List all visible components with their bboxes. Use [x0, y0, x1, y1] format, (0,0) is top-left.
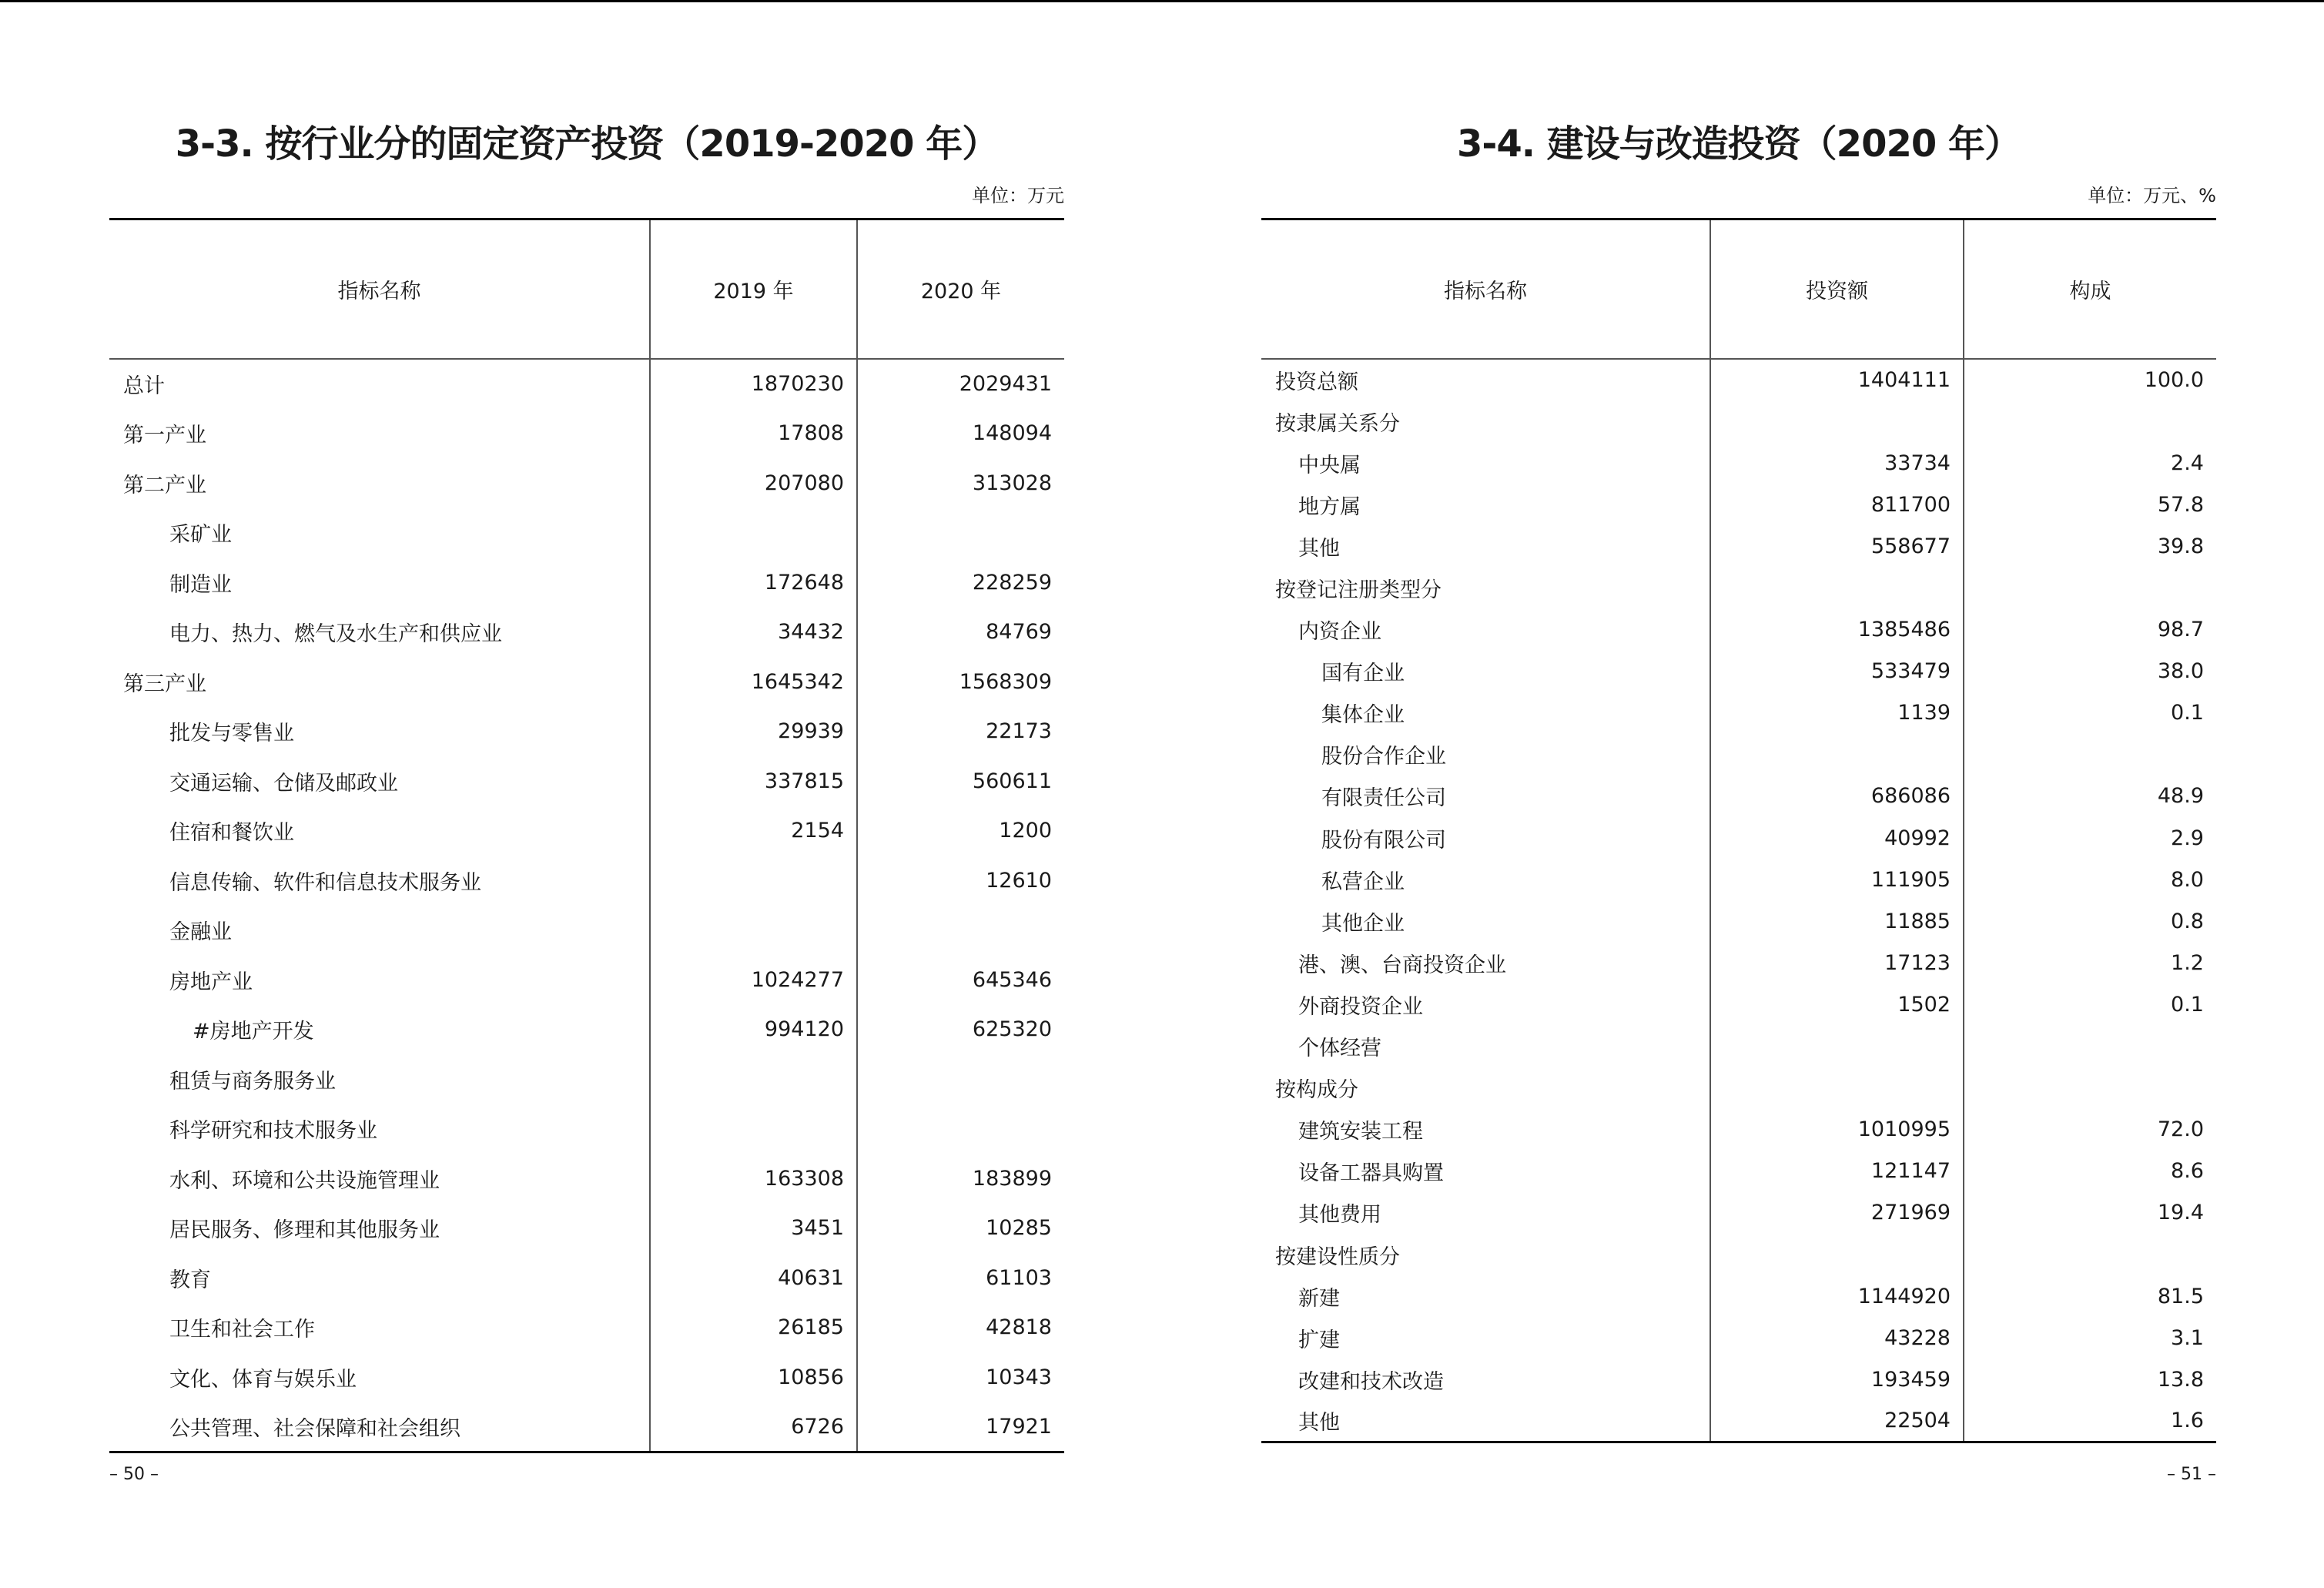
unit-label: 单位：万元: [972, 185, 1064, 206]
row-value-2: 10285: [857, 1204, 1064, 1254]
row-value-1: 1385486: [1710, 609, 1964, 651]
row-value-1: 11885: [1710, 900, 1964, 942]
table-row: [109, 856, 1064, 906]
row-value-2: 0.1: [1964, 983, 2216, 1025]
row-value-2: [1964, 734, 2216, 776]
row-value-2: [1964, 1234, 2216, 1275]
table-row: [1261, 1317, 2216, 1359]
row-value-1: [1710, 567, 1964, 608]
row-value-1: [1710, 1026, 1964, 1067]
table-row: [1261, 942, 2216, 983]
row-value-1: 686086: [1710, 776, 1964, 817]
row-label: 教育: [169, 1268, 211, 1292]
row-value-2: 2.4: [1964, 442, 2216, 484]
row-label: 外商投资企业: [1298, 994, 1423, 1019]
table-row: [109, 608, 1064, 658]
table-row: [1261, 734, 2216, 776]
row-value-1: 172648: [650, 558, 857, 608]
row-value-2: 8.0: [1964, 859, 2216, 900]
row-value-2: 57.8: [1964, 484, 2216, 525]
table-row: [109, 1054, 1064, 1104]
top-border-line: [0, 0, 2324, 2]
row-label: 投资总额: [1275, 370, 1358, 395]
table-row: [1261, 1359, 2216, 1400]
row-value-2: 38.0: [1964, 651, 2216, 692]
row-value-1: 26185: [650, 1303, 857, 1353]
row-value-2: 61103: [857, 1253, 1064, 1303]
row-value-2: 12610: [857, 856, 1064, 906]
table-header-row: [1261, 219, 2216, 360]
table-row: [109, 906, 1064, 956]
row-label: 新建: [1298, 1286, 1340, 1311]
row-value-2: 2029431: [857, 359, 1064, 409]
row-value-2: 313028: [857, 458, 1064, 508]
row-value-2: 1200: [857, 806, 1064, 856]
row-label: 建筑安装工程: [1298, 1120, 1423, 1144]
table-row: [1261, 900, 2216, 942]
row-label: 股份合作企业: [1321, 745, 1446, 769]
row-value-2: 8.6: [1964, 1151, 2216, 1192]
row-value-1: 40992: [1710, 817, 1964, 859]
row-label: 其他企业: [1321, 911, 1405, 936]
table-row: [1261, 609, 2216, 651]
table-row: [109, 1204, 1064, 1254]
row-value-2: [857, 508, 1064, 558]
row-value-1: 1502: [1710, 983, 1964, 1025]
row-value-1: 207080: [650, 458, 857, 508]
row-label: 扩建: [1298, 1328, 1340, 1352]
row-value-2: 0.8: [1964, 900, 2216, 942]
row-value-1: 40631: [650, 1253, 857, 1303]
row-label: 内资企业: [1298, 620, 1381, 645]
table-row: [1261, 1026, 2216, 1067]
table-row: [109, 1402, 1064, 1452]
row-label: 房地产业: [169, 970, 253, 994]
row-value-2: 19.4: [1964, 1192, 2216, 1234]
row-value-1: [650, 906, 857, 956]
row-value-2: 148094: [857, 409, 1064, 459]
row-value-2: 84769: [857, 608, 1064, 658]
row-value-2: 1.6: [1964, 1400, 2216, 1442]
row-label: 按隶属关系分: [1275, 411, 1400, 436]
row-value-1: [1710, 1234, 1964, 1275]
row-value-1: 17808: [650, 409, 857, 459]
table-row: [1261, 1234, 2216, 1275]
row-value-1: 29939: [650, 707, 857, 757]
row-label: 制造业: [169, 572, 232, 597]
row-label: 其他费用: [1298, 1203, 1381, 1228]
row-value-2: 2.9: [1964, 817, 2216, 859]
row-label: 第一产业: [123, 424, 206, 448]
row-label: 交通运输、仓储及邮政业: [169, 771, 398, 796]
table-row: [1261, 1192, 2216, 1234]
row-value-1: [1710, 1067, 1964, 1109]
row-label: 港、澳、台商投资企业: [1298, 953, 1506, 977]
row-value-1: [650, 1054, 857, 1104]
table-row: [1261, 400, 2216, 442]
page-number: – 51 –: [2167, 1465, 2216, 1484]
row-label: 国有企业: [1321, 662, 1405, 686]
table-row: [1261, 359, 2216, 400]
table-row: [109, 756, 1064, 806]
row-value-2: 645346: [857, 955, 1064, 1005]
table-row: [1261, 1400, 2216, 1442]
table-row: [1261, 1109, 2216, 1151]
row-value-1: 10856: [650, 1352, 857, 1402]
row-label: 科学研究和技术服务业: [169, 1119, 377, 1144]
table-row: [1261, 651, 2216, 692]
row-value-2: 625320: [857, 1005, 1064, 1055]
page-title: 3-4. 建设与改造投资（2020 年）: [1457, 122, 2021, 166]
row-label: 集体企业: [1321, 703, 1405, 728]
row-label: 地方属: [1298, 494, 1361, 519]
row-value-1: 2154: [650, 806, 857, 856]
table-row: [1261, 442, 2216, 484]
table-row: [109, 1154, 1064, 1204]
row-value-1: 1139: [1710, 692, 1964, 734]
table-row: [109, 409, 1064, 459]
row-value-1: 1870230: [650, 359, 857, 409]
header-indicator-name: 指标名称: [1261, 219, 1710, 360]
row-value-1: 337815: [650, 756, 857, 806]
unit-label: 单位：万元、%: [2088, 185, 2216, 206]
row-value-2: 98.7: [1964, 609, 2216, 651]
row-label: 公共管理、社会保障和社会组织: [109, 1402, 650, 1452]
row-value-1: 34432: [650, 608, 857, 658]
header-2019: 2019 年: [650, 219, 857, 360]
table-row: [109, 1104, 1064, 1154]
table-row: [109, 1005, 1064, 1055]
row-value-2: 100.0: [1964, 359, 2216, 400]
row-value-1: 811700: [1710, 484, 1964, 525]
row-label: 中央属: [1298, 453, 1361, 477]
row-value-1: 17123: [1710, 942, 1964, 983]
row-label: 第三产业: [123, 672, 206, 696]
table-row: [109, 955, 1064, 1005]
table-row: [1261, 692, 2216, 734]
header-2020: 2020 年: [857, 219, 1064, 360]
table-row: [109, 458, 1064, 508]
row-label: 私营企业: [1321, 869, 1405, 894]
row-value-2: [857, 906, 1064, 956]
table-header-row: [109, 219, 1064, 360]
row-value-2: 183899: [857, 1154, 1064, 1204]
table-row: [109, 1303, 1064, 1353]
row-value-1: 43228: [1710, 1317, 1964, 1359]
row-value-2: 0.1: [1964, 692, 2216, 734]
table-row: [1261, 1275, 2216, 1317]
row-value-2: [857, 1104, 1064, 1154]
table-row: [1261, 983, 2216, 1025]
row-value-1: 1404111: [1710, 359, 1964, 400]
row-value-1: 33734: [1710, 442, 1964, 484]
row-value-2: 22173: [857, 707, 1064, 757]
table-row: [1261, 567, 2216, 608]
row-value-2: [1964, 1026, 2216, 1067]
row-label: 按构成分: [1275, 1078, 1358, 1103]
row-value-1: [650, 508, 857, 558]
row-value-1: [1710, 734, 1964, 776]
row-value-1: 22504: [1710, 1400, 1964, 1442]
row-value-2: 48.9: [1964, 776, 2216, 817]
row-label: 采矿业: [169, 523, 232, 548]
table-row: [1261, 484, 2216, 525]
row-label: 总计: [123, 374, 165, 399]
header-investment-amount: 投资额: [1710, 219, 1964, 360]
table-row: [1261, 1067, 2216, 1109]
row-label: 按建设性质分: [1275, 1245, 1400, 1269]
row-value-1: 1144920: [1710, 1275, 1964, 1317]
table-row: [109, 707, 1064, 757]
table-row: [109, 359, 1064, 409]
row-label: 其他: [1298, 536, 1340, 561]
row-value-1: 121147: [1710, 1151, 1964, 1192]
table-row: [1261, 817, 2216, 859]
row-label: 个体经营: [1298, 1037, 1381, 1061]
row-label: 水利、环境和公共设施管理业: [169, 1168, 440, 1193]
row-value-2: 560611: [857, 756, 1064, 806]
table-row: [1261, 859, 2216, 900]
row-value-2: 72.0: [1964, 1109, 2216, 1151]
construction-investment-table: [1261, 218, 2216, 1443]
row-label: 股份有限公司: [1321, 828, 1446, 853]
row-value-1: 163308: [650, 1154, 857, 1204]
row-value-1: [650, 1104, 857, 1154]
row-label: 按登记注册类型分: [1275, 578, 1442, 603]
table-row: [109, 1352, 1064, 1402]
row-value-1: [650, 856, 857, 906]
row-label: 有限责任公司: [1321, 786, 1446, 811]
industry-investment-table: [109, 218, 1064, 1453]
row-label: 第二产业: [123, 473, 206, 498]
row-label: 住宿和餐饮业: [169, 821, 294, 846]
row-value-1: 271969: [1710, 1192, 1964, 1234]
row-value-2: 1.2: [1964, 942, 2216, 983]
table-row: [109, 1253, 1064, 1303]
row-label: 信息传输、软件和信息技术服务业: [169, 870, 481, 895]
row-value-1: 1024277: [650, 955, 857, 1005]
row-value-2: 1568309: [857, 657, 1064, 707]
row-value-2: [1964, 1067, 2216, 1109]
row-label: 电力、热力、燃气及水生产和供应业: [169, 622, 502, 647]
row-value-2: [1964, 567, 2216, 608]
table-row: [109, 657, 1064, 707]
row-value-1: 533479: [1710, 651, 1964, 692]
row-value-1: 111905: [1710, 859, 1964, 900]
row-label: 租赁与商务服务业: [169, 1069, 336, 1094]
row-label: 文化、体育与娱乐业: [169, 1367, 357, 1392]
row-value-1: 558677: [1710, 525, 1964, 567]
table-row: [109, 508, 1064, 558]
row-label: 改建和技术改造: [1298, 1369, 1444, 1394]
row-value-2: [857, 1054, 1064, 1104]
page-number: – 50 –: [109, 1465, 159, 1484]
row-value-1: 994120: [650, 1005, 857, 1055]
header-composition: 构成: [1964, 219, 2216, 360]
table-row: [109, 806, 1064, 856]
page-title: 3-3. 按行业分的固定资产投资（2019-2020 年）: [175, 122, 999, 166]
row-value-1: 193459: [1710, 1359, 1964, 1400]
row-value-2: [1964, 400, 2216, 442]
row-label: 居民服务、修理和其他服务业: [169, 1218, 440, 1243]
row-value-2: 39.8: [1964, 525, 2216, 567]
row-value-2: 3.1: [1964, 1317, 2216, 1359]
table-row: [1261, 1151, 2216, 1192]
row-value-1: 6726: [650, 1402, 857, 1452]
table-row: [109, 558, 1064, 608]
row-value-2: 81.5: [1964, 1275, 2216, 1317]
row-value-2: 13.8: [1964, 1359, 2216, 1400]
row-label: 卫生和社会工作: [169, 1318, 315, 1342]
row-label: 其他: [1261, 1400, 1710, 1442]
row-value-2: 17921: [857, 1402, 1064, 1452]
row-value-1: 1010995: [1710, 1109, 1964, 1151]
row-value-1: 1645342: [650, 657, 857, 707]
row-value-2: 228259: [857, 558, 1064, 608]
row-label: #房地产开发: [193, 1020, 314, 1044]
table-row: [1261, 776, 2216, 817]
row-value-1: [1710, 400, 1964, 442]
row-value-1: 3451: [650, 1204, 857, 1254]
table-row: [1261, 525, 2216, 567]
row-label: 金融业: [169, 920, 232, 945]
row-value-2: 42818: [857, 1303, 1064, 1353]
row-value-2: 10343: [857, 1352, 1064, 1402]
row-label: 批发与零售业: [169, 722, 294, 746]
header-indicator-name: 指标名称: [109, 219, 650, 360]
row-label: 设备工器具购置: [1298, 1161, 1444, 1186]
